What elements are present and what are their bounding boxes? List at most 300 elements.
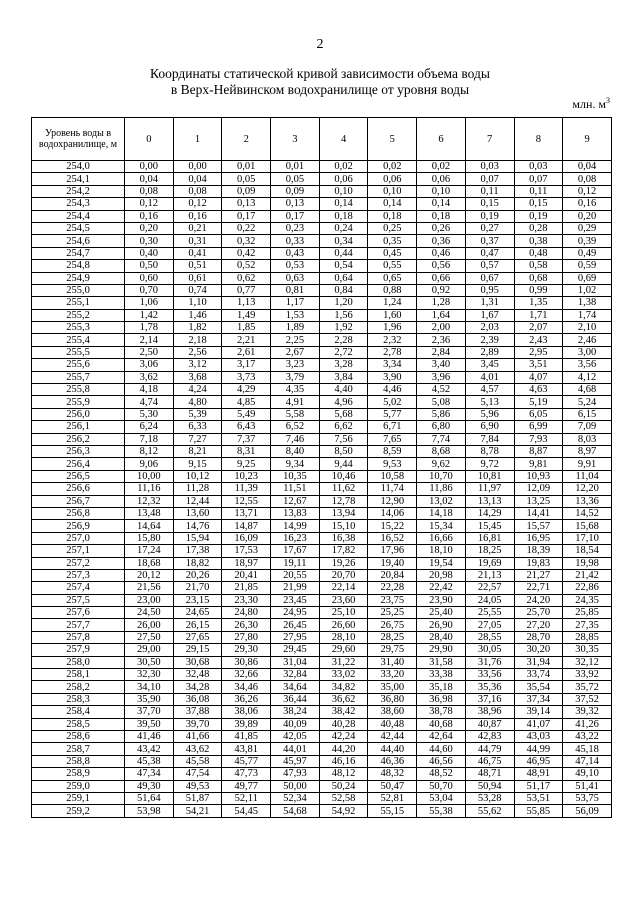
volume-cell: 2,21	[222, 334, 271, 346]
volume-cell: 9,81	[514, 458, 563, 470]
table-row	[32, 309, 612, 321]
volume-cell: 31,22	[319, 656, 368, 668]
column-header-7: 7	[465, 118, 514, 161]
volume-cell: 1,64	[417, 309, 466, 321]
water-level-cell: 258,8	[32, 755, 125, 767]
volume-cell: 3,34	[368, 359, 417, 371]
table-row	[32, 780, 612, 792]
volume-cell: 54,68	[271, 805, 320, 817]
volume-cell: 15,22	[368, 520, 417, 532]
volume-cell: 14,41	[514, 507, 563, 519]
volume-cell: 2,18	[173, 334, 222, 346]
volume-cell: 14,87	[222, 520, 271, 532]
table-row	[32, 359, 612, 371]
volume-cell: 39,70	[173, 718, 222, 730]
water-level-cell: 255,6	[32, 359, 125, 371]
volume-cell: 20,70	[319, 569, 368, 581]
volume-cell: 1,17	[271, 297, 320, 309]
volume-cell: 2,61	[222, 346, 271, 358]
table-row	[32, 483, 612, 495]
volume-cell: 0,33	[271, 235, 320, 247]
volume-cell: 23,60	[319, 594, 368, 606]
volume-cell: 26,15	[173, 619, 222, 631]
volume-cell: 52,34	[271, 792, 320, 804]
volume-cell: 0,41	[173, 247, 222, 259]
volume-cell: 0,88	[368, 284, 417, 296]
water-level-cell: 259,2	[32, 805, 125, 817]
volume-cell: 35,00	[368, 681, 417, 693]
volume-cell: 0,95	[465, 284, 514, 296]
volume-cell: 52,81	[368, 792, 417, 804]
volume-cell: 14,64	[125, 520, 174, 532]
volume-cell: 23,75	[368, 594, 417, 606]
volume-cell: 0,03	[514, 161, 563, 173]
volume-cell: 30,68	[173, 656, 222, 668]
volume-cell: 24,95	[271, 607, 320, 619]
volume-cell: 19,69	[465, 557, 514, 569]
volume-cell: 5,96	[465, 408, 514, 420]
volume-cell: 50,24	[319, 780, 368, 792]
water-level-cell: 255,4	[32, 334, 125, 346]
volume-cell: 47,93	[271, 768, 320, 780]
volume-cell: 0,84	[319, 284, 368, 296]
volume-cell: 12,32	[125, 495, 174, 507]
table-row	[32, 198, 612, 210]
volume-cell: 8,31	[222, 445, 271, 457]
volume-cell: 0,06	[417, 173, 466, 185]
volume-cell: 27,50	[125, 631, 174, 643]
volume-cell: 28,40	[417, 631, 466, 643]
volume-cell: 15,68	[563, 520, 612, 532]
table-row	[32, 161, 612, 173]
water-level-cell: 258,0	[32, 656, 125, 668]
volume-cell: 20,26	[173, 569, 222, 581]
volume-cell: 45,38	[125, 755, 174, 767]
volume-cell: 25,40	[417, 607, 466, 619]
table-row	[32, 594, 612, 606]
volume-cell: 0,81	[271, 284, 320, 296]
units-label	[572, 96, 610, 112]
volume-cell: 47,14	[563, 755, 612, 767]
volume-cell: 2,78	[368, 346, 417, 358]
volume-cell: 1,28	[417, 297, 466, 309]
volume-cell: 0,38	[514, 235, 563, 247]
table-row	[32, 408, 612, 420]
volume-cell: 15,57	[514, 520, 563, 532]
volume-cell: 11,04	[563, 470, 612, 482]
volume-cell: 38,96	[465, 706, 514, 718]
volume-cell: 6,24	[125, 421, 174, 433]
volume-cell: 26,75	[368, 619, 417, 631]
volume-cell: 3,00	[563, 346, 612, 358]
volume-cell: 36,62	[319, 693, 368, 705]
volume-cell: 3,23	[271, 359, 320, 371]
volume-cell: 8,50	[319, 445, 368, 457]
water-level-cell: 257,8	[32, 631, 125, 643]
volume-cell: 14,29	[465, 507, 514, 519]
volume-cell: 5,13	[465, 396, 514, 408]
volume-cell: 0,18	[417, 210, 466, 222]
volume-cell: 33,38	[417, 669, 466, 681]
volume-cell: 5,49	[222, 408, 271, 420]
volume-cell: 29,90	[417, 644, 466, 656]
volume-cell: 35,18	[417, 681, 466, 693]
column-header-8: 8	[514, 118, 563, 161]
volume-cell: 17,38	[173, 545, 222, 557]
volume-cell: 22,71	[514, 582, 563, 594]
volume-cell: 4,52	[417, 384, 466, 396]
volume-cell: 44,60	[417, 743, 466, 755]
volume-cell: 15,80	[125, 532, 174, 544]
volume-cell: 17,10	[563, 532, 612, 544]
volume-cell: 0,18	[368, 210, 417, 222]
water-level-cell: 258,9	[32, 768, 125, 780]
volume-cell: 14,52	[563, 507, 612, 519]
volume-cell: 0,26	[417, 222, 466, 234]
volume-cell: 19,40	[368, 557, 417, 569]
volume-cell: 39,50	[125, 718, 174, 730]
column-header-3: 3	[271, 118, 320, 161]
water-level-cell: 259,0	[32, 780, 125, 792]
volume-cell: 0,06	[319, 173, 368, 185]
volume-cell: 0,21	[173, 222, 222, 234]
table-row	[32, 768, 612, 780]
table-row	[32, 520, 612, 532]
water-level-cell: 258,1	[32, 669, 125, 681]
volume-cell: 37,16	[465, 693, 514, 705]
volume-cell: 0,14	[417, 198, 466, 210]
volume-cell: 9,44	[319, 458, 368, 470]
volume-cell: 41,07	[514, 718, 563, 730]
volume-cell: 1,74	[563, 309, 612, 321]
water-level-cell: 255,9	[32, 396, 125, 408]
volume-cell: 40,48	[368, 718, 417, 730]
volume-cell: 49,77	[222, 780, 271, 792]
table-row	[32, 210, 612, 222]
volume-cell: 0,06	[368, 173, 417, 185]
volume-cell: 0,12	[563, 185, 612, 197]
volume-cell: 0,64	[319, 272, 368, 284]
column-header-5: 5	[368, 118, 417, 161]
volume-cell: 21,56	[125, 582, 174, 594]
volume-cell: 47,34	[125, 768, 174, 780]
volume-cell: 1,10	[173, 297, 222, 309]
volume-cell: 0,77	[222, 284, 271, 296]
volume-cell: 7,46	[271, 433, 320, 445]
volume-cell: 1,56	[319, 309, 368, 321]
table-body	[32, 161, 612, 818]
volume-cell: 44,40	[368, 743, 417, 755]
volume-cell: 35,72	[563, 681, 612, 693]
volume-cell: 24,20	[514, 594, 563, 606]
volume-cell: 45,97	[271, 755, 320, 767]
volume-cell: 30,35	[563, 644, 612, 656]
volume-cell: 12,09	[514, 483, 563, 495]
water-level-cell: 254,4	[32, 210, 125, 222]
column-header-4: 4	[319, 118, 368, 161]
volume-cell: 0,11	[465, 185, 514, 197]
volume-cell: 1,53	[271, 309, 320, 321]
volume-cell: 24,80	[222, 607, 271, 619]
volume-cell: 8,12	[125, 445, 174, 457]
volume-cell: 5,86	[417, 408, 466, 420]
volume-cell: 5,68	[319, 408, 368, 420]
volume-cell: 0,92	[417, 284, 466, 296]
volume-cell: 13,48	[125, 507, 174, 519]
volume-cell: 0,14	[319, 198, 368, 210]
volume-cell: 12,20	[563, 483, 612, 495]
volume-cell: 15,45	[465, 520, 514, 532]
volume-cell: 2,43	[514, 334, 563, 346]
volume-cell: 15,34	[417, 520, 466, 532]
volume-cell: 2,39	[465, 334, 514, 346]
volume-cell: 35,54	[514, 681, 563, 693]
volume-cell: 52,58	[319, 792, 368, 804]
column-header-1: 1	[173, 118, 222, 161]
water-level-cell: 254,8	[32, 260, 125, 272]
volume-cell: 0,08	[173, 185, 222, 197]
volume-cell: 18,10	[417, 545, 466, 557]
volume-cell: 8,40	[271, 445, 320, 457]
volume-cell: 3,62	[125, 371, 174, 383]
volume-cell: 3,56	[563, 359, 612, 371]
volume-cell: 7,18	[125, 433, 174, 445]
volume-cell: 4,85	[222, 396, 271, 408]
volume-cell: 1,38	[563, 297, 612, 309]
volume-cell: 0,99	[514, 284, 563, 296]
volume-cell: 11,51	[271, 483, 320, 495]
volume-cell: 52,11	[222, 792, 271, 804]
volume-cell: 53,51	[514, 792, 563, 804]
volume-cell: 1,92	[319, 322, 368, 334]
table-row	[32, 607, 612, 619]
volume-cell: 28,25	[368, 631, 417, 643]
volume-cell: 17,24	[125, 545, 174, 557]
volume-cell: 31,40	[368, 656, 417, 668]
volume-cell: 0,47	[465, 247, 514, 259]
volume-cell: 0,67	[465, 272, 514, 284]
table-row	[32, 792, 612, 804]
volume-cell: 37,88	[173, 706, 222, 718]
volume-cell: 22,86	[563, 582, 612, 594]
volume-cell: 55,15	[368, 805, 417, 817]
volume-cell: 9,91	[563, 458, 612, 470]
volume-cell: 6,43	[222, 421, 271, 433]
column-header-6: 6	[417, 118, 466, 161]
volume-cell: 7,37	[222, 433, 271, 445]
volume-cell: 7,09	[563, 421, 612, 433]
volume-cell: 50,70	[417, 780, 466, 792]
water-level-cell: 257,1	[32, 545, 125, 557]
volume-cell: 0,05	[222, 173, 271, 185]
water-level-cell: 256,7	[32, 495, 125, 507]
volume-cell: 8,59	[368, 445, 417, 457]
water-level-cell: 257,6	[32, 607, 125, 619]
volume-cell: 31,04	[271, 656, 320, 668]
volume-cell: 0,32	[222, 235, 271, 247]
volume-cell: 43,62	[173, 743, 222, 755]
water-level-cell: 257,4	[32, 582, 125, 594]
volume-cell: 33,92	[563, 669, 612, 681]
volume-cell: 54,92	[319, 805, 368, 817]
volume-cell: 30,05	[465, 644, 514, 656]
volume-cell: 2,07	[514, 322, 563, 334]
volume-cell: 38,42	[319, 706, 368, 718]
volume-cell: 1,67	[465, 309, 514, 321]
volume-cell: 31,58	[417, 656, 466, 668]
volume-cell: 22,42	[417, 582, 466, 594]
table-row	[32, 631, 612, 643]
table-row	[32, 334, 612, 346]
volume-cell: 26,60	[319, 619, 368, 631]
volume-cell: 0,66	[417, 272, 466, 284]
volume-cell: 1,82	[173, 322, 222, 334]
volume-cell: 4,01	[465, 371, 514, 383]
water-level-cell: 256,0	[32, 408, 125, 420]
table-row	[32, 458, 612, 470]
volume-cell: 4,57	[465, 384, 514, 396]
volume-cell: 19,98	[563, 557, 612, 569]
volume-cell: 2,56	[173, 346, 222, 358]
volume-cell: 5,58	[271, 408, 320, 420]
volume-cell: 33,56	[465, 669, 514, 681]
volume-cell: 0,09	[271, 185, 320, 197]
volume-cell: 5,39	[173, 408, 222, 420]
volume-cell: 7,27	[173, 433, 222, 445]
volume-cell: 0,40	[125, 247, 174, 259]
volume-cell: 39,14	[514, 706, 563, 718]
volume-cell: 38,06	[222, 706, 271, 718]
volume-cell: 23,30	[222, 594, 271, 606]
volume-cell: 4,07	[514, 371, 563, 383]
table-row	[32, 706, 612, 718]
volume-cell: 18,39	[514, 545, 563, 557]
volume-cell: 0,68	[514, 272, 563, 284]
volume-cell: 9,06	[125, 458, 174, 470]
volume-cell: 42,44	[368, 730, 417, 742]
volume-cell: 0,05	[271, 173, 320, 185]
volume-cell: 11,16	[125, 483, 174, 495]
volume-cell: 0,00	[173, 161, 222, 173]
volume-cell: 4,35	[271, 384, 320, 396]
volume-cell: 45,58	[173, 755, 222, 767]
volume-cell: 6,62	[319, 421, 368, 433]
volume-cell: 42,83	[465, 730, 514, 742]
table-row	[32, 346, 612, 358]
volume-cell: 3,12	[173, 359, 222, 371]
volume-cell: 49,53	[173, 780, 222, 792]
volume-cell: 4,24	[173, 384, 222, 396]
volume-cell: 21,99	[271, 582, 320, 594]
volume-cell: 1,20	[319, 297, 368, 309]
water-level-cell: 254,6	[32, 235, 125, 247]
volume-cell: 30,20	[514, 644, 563, 656]
volume-cell: 30,86	[222, 656, 271, 668]
volume-cell: 13,25	[514, 495, 563, 507]
volume-cell: 43,03	[514, 730, 563, 742]
volume-cell: 45,77	[222, 755, 271, 767]
volume-cell: 41,46	[125, 730, 174, 742]
volume-cell: 0,27	[465, 222, 514, 234]
volume-cell: 55,85	[514, 805, 563, 817]
table-row	[32, 545, 612, 557]
volume-cell: 16,52	[368, 532, 417, 544]
volume-cell: 4,74	[125, 396, 174, 408]
volume-cell: 14,18	[417, 507, 466, 519]
volume-cell: 12,67	[271, 495, 320, 507]
table-row	[32, 297, 612, 309]
volume-cell: 29,75	[368, 644, 417, 656]
volume-cell: 18,82	[173, 557, 222, 569]
volume-cell: 29,15	[173, 644, 222, 656]
volume-cell: 5,30	[125, 408, 174, 420]
volume-cell: 55,38	[417, 805, 466, 817]
volume-cell: 17,96	[368, 545, 417, 557]
volume-cell: 0,53	[271, 260, 320, 272]
volume-cell: 2,84	[417, 346, 466, 358]
volume-cell: 0,62	[222, 272, 271, 284]
volume-cell: 12,90	[368, 495, 417, 507]
table-row	[32, 247, 612, 259]
volume-cell: 32,48	[173, 669, 222, 681]
volume-cell: 28,10	[319, 631, 368, 643]
volume-cell: 26,45	[271, 619, 320, 631]
volume-cell: 0,20	[563, 210, 612, 222]
volume-cell: 7,56	[319, 433, 368, 445]
water-level-cell: 255,5	[32, 346, 125, 358]
volume-cell: 22,57	[465, 582, 514, 594]
volume-cell: 21,42	[563, 569, 612, 581]
volume-cell: 13,83	[271, 507, 320, 519]
volume-cell: 40,68	[417, 718, 466, 730]
volume-cell: 3,28	[319, 359, 368, 371]
volume-cell: 11,86	[417, 483, 466, 495]
volume-cell: 6,52	[271, 421, 320, 433]
water-level-cell: 257,7	[32, 619, 125, 631]
water-level-cell: 256,6	[32, 483, 125, 495]
volume-cell: 20,84	[368, 569, 417, 581]
water-level-cell: 255,0	[32, 284, 125, 296]
volume-cell: 0,01	[222, 161, 271, 173]
volume-cell: 5,02	[368, 396, 417, 408]
water-level-cell: 258,6	[32, 730, 125, 742]
volume-cell: 0,28	[514, 222, 563, 234]
volume-cell: 1,24	[368, 297, 417, 309]
volume-cell: 19,54	[417, 557, 466, 569]
table-row	[32, 322, 612, 334]
volume-cell: 1,13	[222, 297, 271, 309]
volume-cell: 39,32	[563, 706, 612, 718]
volume-cell: 0,15	[465, 198, 514, 210]
water-level-cell: 254,2	[32, 185, 125, 197]
volume-cell: 2,36	[417, 334, 466, 346]
table-row	[32, 656, 612, 668]
volume-cell: 0,07	[514, 173, 563, 185]
volume-cell: 0,35	[368, 235, 417, 247]
volume-cell: 1,78	[125, 322, 174, 334]
volume-cell: 24,35	[563, 594, 612, 606]
volume-cell: 2,50	[125, 346, 174, 358]
volume-cell: 11,74	[368, 483, 417, 495]
volume-cell: 48,71	[465, 768, 514, 780]
volume-cell: 0,37	[465, 235, 514, 247]
volume-cell: 2,00	[417, 322, 466, 334]
volume-cell: 35,90	[125, 693, 174, 705]
volume-cell: 2,67	[271, 346, 320, 358]
volume-cell: 6,05	[514, 408, 563, 420]
volume-cell: 9,72	[465, 458, 514, 470]
volume-cell: 32,12	[563, 656, 612, 668]
